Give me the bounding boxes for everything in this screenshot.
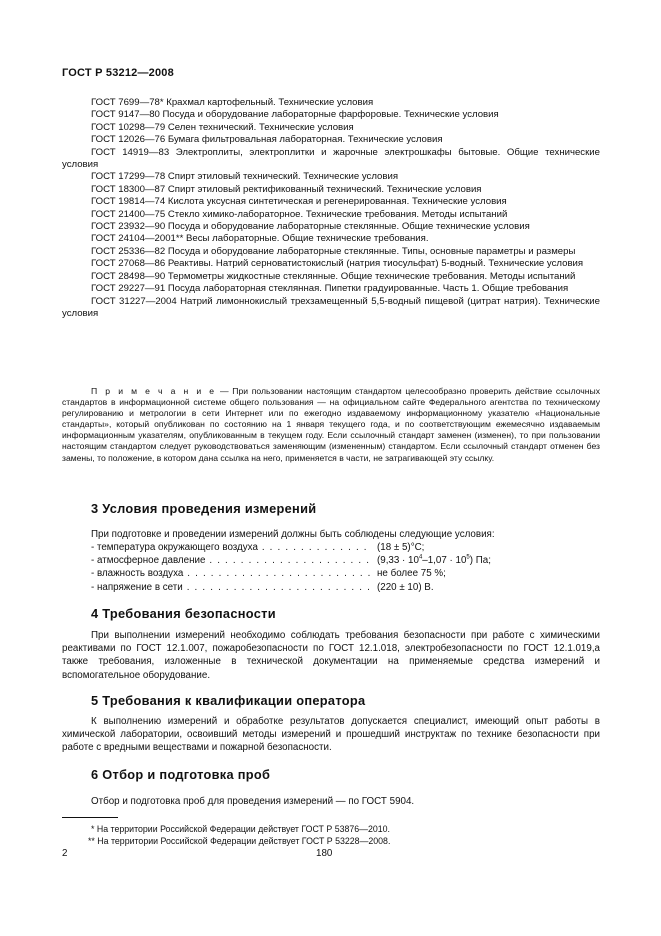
condition-value: не более 75 %; [377,568,446,580]
reference-list [62,97,600,320]
section-6-heading: 6 Отбор и подготовка проб [91,767,271,782]
condition-name: - атмосферное давление . . . [91,554,371,567]
reference-item: ГОСТ 25336—82 Посуда и оборудование лабораторные стеклянные. Типы, основные параметры и размеры [91,245,576,257]
condition-row [91,581,551,594]
section-6-text: Отбор и подготовка проб для проведения измерений — по ГОСТ 5904. [91,796,415,807]
section-3-intro: При подготовке и проведении измерений должны быть соблюдены следующие условия: [91,529,495,540]
section-4-heading: 4 Требования безопасности [91,606,276,621]
condition-row [91,567,551,580]
reference-item: ГОСТ 7699—78* Крахмал картофельный. Технические условия [91,97,374,108]
note-label: П р и м е ч а н и е [91,386,217,396]
reference-item: ГОСТ 27068—86 Реактивы. Натрий серноватистокислый (натрия тиосульфат) 5-водный. Технические условия [91,258,584,270]
document-code: ГОСТ Р 53212—2008 [62,67,174,79]
condition-name: - температура окружающего воздуха . . . [91,541,371,554]
reference-item: ГОСТ 17299—78 Спирт этиловый технический. Технические условия [91,171,399,183]
condition-value: (220 ± 10) В. [377,581,434,593]
reference-item: ГОСТ 10298—79 Селен технический. Технические условия [91,121,354,133]
section-5-text: К выполнению измерений и обработке результатов допускается специалист, имеющий опыт работы в химической лаборатории, освоивший методы измерений и прошедший инструктаж по технике безопасности при работе с вредными веществами и пожарной безопасности. [62,716,600,754]
footnote: ** На территории Российской Федерации действует ГОСТ Р 53228—2008. [88,836,391,846]
reference-item: ГОСТ 23932—90 Посуда и оборудование лабораторные стеклянные. Общие технические условия [91,221,530,233]
page-number-center: 180 [316,848,333,859]
condition-row [91,554,551,567]
footnote: * На территории Российской Федерации действует ГОСТ Р 53876—2010. [91,824,390,834]
condition-row [91,541,551,554]
reference-item: ГОСТ 14919—83 Электроплиты, электроплитки и жарочные электрошкафы бытовые. Общие технические условия [62,146,600,171]
conditions-list [91,541,551,594]
reference-item: ГОСТ 31227—2004 Натрий лимоннокислый трехзамещенный 5,5-водный пищевой (цитрат натрия). Технические условия [62,295,600,319]
reference-item: ГОСТ 24104—2001** Весы лабораторные. Общие технические требования. [91,233,429,245]
section-3-heading: 3 Условия проведения измерений [91,501,317,516]
condition-value: (18 ± 5)°С; [377,542,425,553]
reference-item: ГОСТ 18300—87 Спирт этиловый ректификованный технический. Технические условия [91,183,482,195]
reference-item: ГОСТ 21400—75 Стекло химико-лабораторное. Технические требования. Методы испытаний [91,208,508,220]
reference-item: ГОСТ 12026—76 Бумага фильтровальная лабораторная. Технические условия [91,134,443,146]
section-5-heading: 5 Требования к квалификации оператора [91,693,366,708]
reference-item: ГОСТ 28498—90 Термометры жидкостные стеклянные. Общие технические требования. Методы испытаний [91,270,576,282]
condition-value: $(9,33 \cdot 10^4-1,07 \cdot 10^5)$ Па; [377,554,491,567]
section-4-text: При выполнении измерений необходимо соблюдать требования безопасности при работе с химическими реактивами по ГОСТ 12.1.007, пожаробезопасности по ГОСТ 12.1.018, электробезопасности по ГОСТ 12.1.019,а также требования, изложенные в технической документации на применяемые средства измерений и вспомогательное оборудование. [62,630,600,681]
note [62,386,600,464]
reference-item: ГОСТ 9147—80 Посуда и оборудование лабораторные фарфоровые. Технические условия [91,109,499,121]
footnote-divider [62,817,118,818]
note-text: — При пользовании настоящим стандартом целесообразно проверить действие ссылочных стандартов в информационной системе общего пользования — на официальном сайте Федерального агентства по техническому регулированию и метрологии в сети Интернет или по ежегодно издаваемому информационному указателю «Национальные стандарты», который опубликован по состоянию на 1 января текущего года, и по соответствующим ежемесячно издаваемым информационным указателям, опубликованным в текущем году. Если ссылочный стандарт заменен (изменен), то при пользовании настоящим стандартом следует руководствоваться заменяющим (измененным) стандартом. Если ссылочный стандарт отменен без замены, то положение, в котором дана ссылка на него, применяется в части, не затрагивающей эту ссылку. [62,386,600,463]
reference-item: ГОСТ 29227—91 Посуда лабораторная стеклянная. Пипетки градуированные. Часть 1. Общие требования [91,283,569,295]
condition-name: - напряжение в сети . . . [91,581,371,594]
condition-name: - влажность воздуха . . . [91,567,371,580]
reference-item: ГОСТ 19814—74 Кислота уксусная синтетическая и регенерированная. Технические условия [91,196,507,208]
page-number-left: 2 [62,848,68,859]
